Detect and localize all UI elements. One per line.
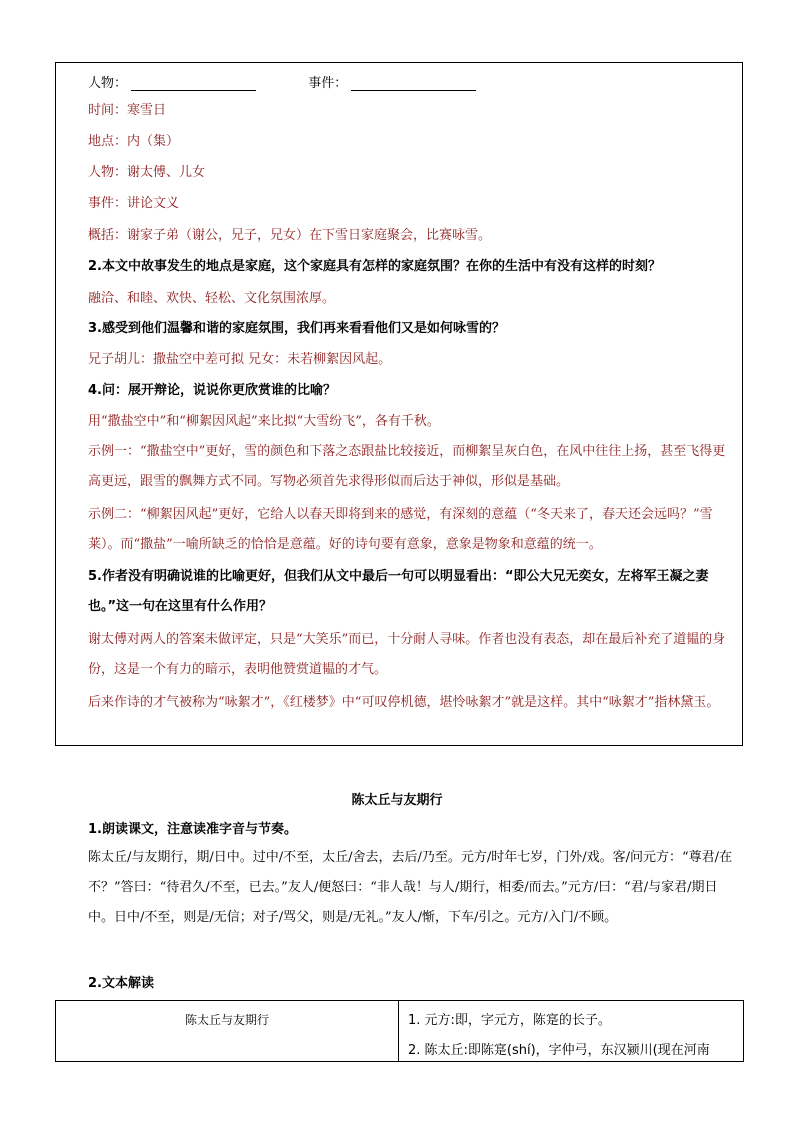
answer-4-example-1: 示例一：“撒盐空中”更好，雪的颜色和下落之态跟盐比较接近，而柳絮呈灰白色，在风中往往上扬，甚至飞得更高更远，跟雪的飘舞方式不同。写物必须首先求得形似而后达于神似，形似是基础。	[88, 444, 726, 489]
answer-3: 兄子胡儿：撒盐空中差可拟 兄女：未若柳絮因风起。	[88, 352, 392, 367]
reading-text: 陈太丘/与友期行，期/日中。过中/不至，太丘/舍去，去后/乃至。元方/时年七岁，门外/戏。客/问元方：“尊君/在不？”答曰：“待君久/不至，已去。”友人/便怒曰：“非人哉！与人/期行，相委/而去。”元方/曰：“君/与家君/期日中。日中/不至，则是/无信；对子/骂父，则是/无礼。”友人/惭，下车/引之。元方/入门/不顾。	[88, 850, 733, 925]
question-2: 2.本文中故事发生的地点是家庭，这个家庭具有怎样的家庭氛围？在你的生活中有没有这样的时刻？	[88, 259, 661, 274]
person-label: 人物：	[88, 76, 128, 91]
answer-place: 地点：内（集）	[88, 134, 180, 149]
fill-in-header	[88, 72, 476, 91]
step-1: 1.朗读课文，注意读准字音与节奏。	[88, 822, 297, 837]
answer-5-part-1: 谢太傅对两人的答案未做评定，只是“大笑乐”而已，十分耐人寻味。作者也没有表态，却在最后补充了道韫的身份，这是一个有力的暗示，表明他赞赏道韫的才气。	[88, 632, 726, 677]
answer-2: 融洽、和睦、欢快、轻松、文化氛围浓厚。	[88, 291, 336, 306]
step-2: 2.文本解读	[88, 976, 154, 991]
answer-people: 人物：谢太傅、儿女	[88, 165, 206, 180]
note-1: 1. 元方:即，字元方，陈寔的长子。	[408, 1013, 611, 1028]
person-blank[interactable]	[131, 76, 256, 91]
table-divider	[398, 1001, 399, 1061]
note-2: 2. 陈太丘:即陈寔(shí)，字仲弓，东汉颍川(现在河南	[408, 1043, 710, 1058]
event-blank[interactable]	[351, 76, 476, 91]
answer-4-intro: 用“撒盐空中”和“柳絮因风起”来比拟“大雪纷飞”，各有千秋。	[88, 414, 440, 429]
section-title: 陈太丘与友期行	[351, 793, 443, 808]
answer-5-part-2: 后来作诗的才气被称为“咏絮才”，《红楼梦》中“可叹停机德，堪怜咏絮才”就是这样。其中“咏絮才”指林黛玉。	[88, 695, 720, 710]
text-analysis-table	[55, 1000, 744, 1062]
event-label: 事件：	[308, 76, 348, 91]
answer-time: 时间：寒雪日	[88, 103, 167, 118]
question-5: 5.作者没有明确说谁的比喻更好，但我们从文中最后一句可以明显看出：“即公大兄无奕女，左将军王凝之妻也。”这一句在这里有什么作用？	[88, 569, 709, 614]
table-left-title: 陈太丘与友期行	[184, 1013, 269, 1027]
question-4: 4.问：展开辩论，说说你更欣赏谁的比喻？	[88, 383, 336, 398]
question-3: 3.感受到他们温馨和谐的家庭氛围，我们再来看看他们又是如何咏雪的？	[88, 321, 505, 336]
answer-4-example-2: 示例二：“柳絮因风起”更好，它给人以春天即将到来的感觉，有深刻的意蕴（“冬天来了，春天还会远吗？”雪莱）。而“撒盐”一喻所缺乏的恰恰是意蕴。好的诗句要有意象，意象是物象和意蕴的统一。	[88, 507, 713, 552]
answer-summary: 概括：谢家子弟（谢公，兄子，兄女）在下雪日家庭聚会，比赛咏雪。	[88, 228, 492, 243]
answer-event: 事件：讲论文义	[88, 196, 180, 211]
